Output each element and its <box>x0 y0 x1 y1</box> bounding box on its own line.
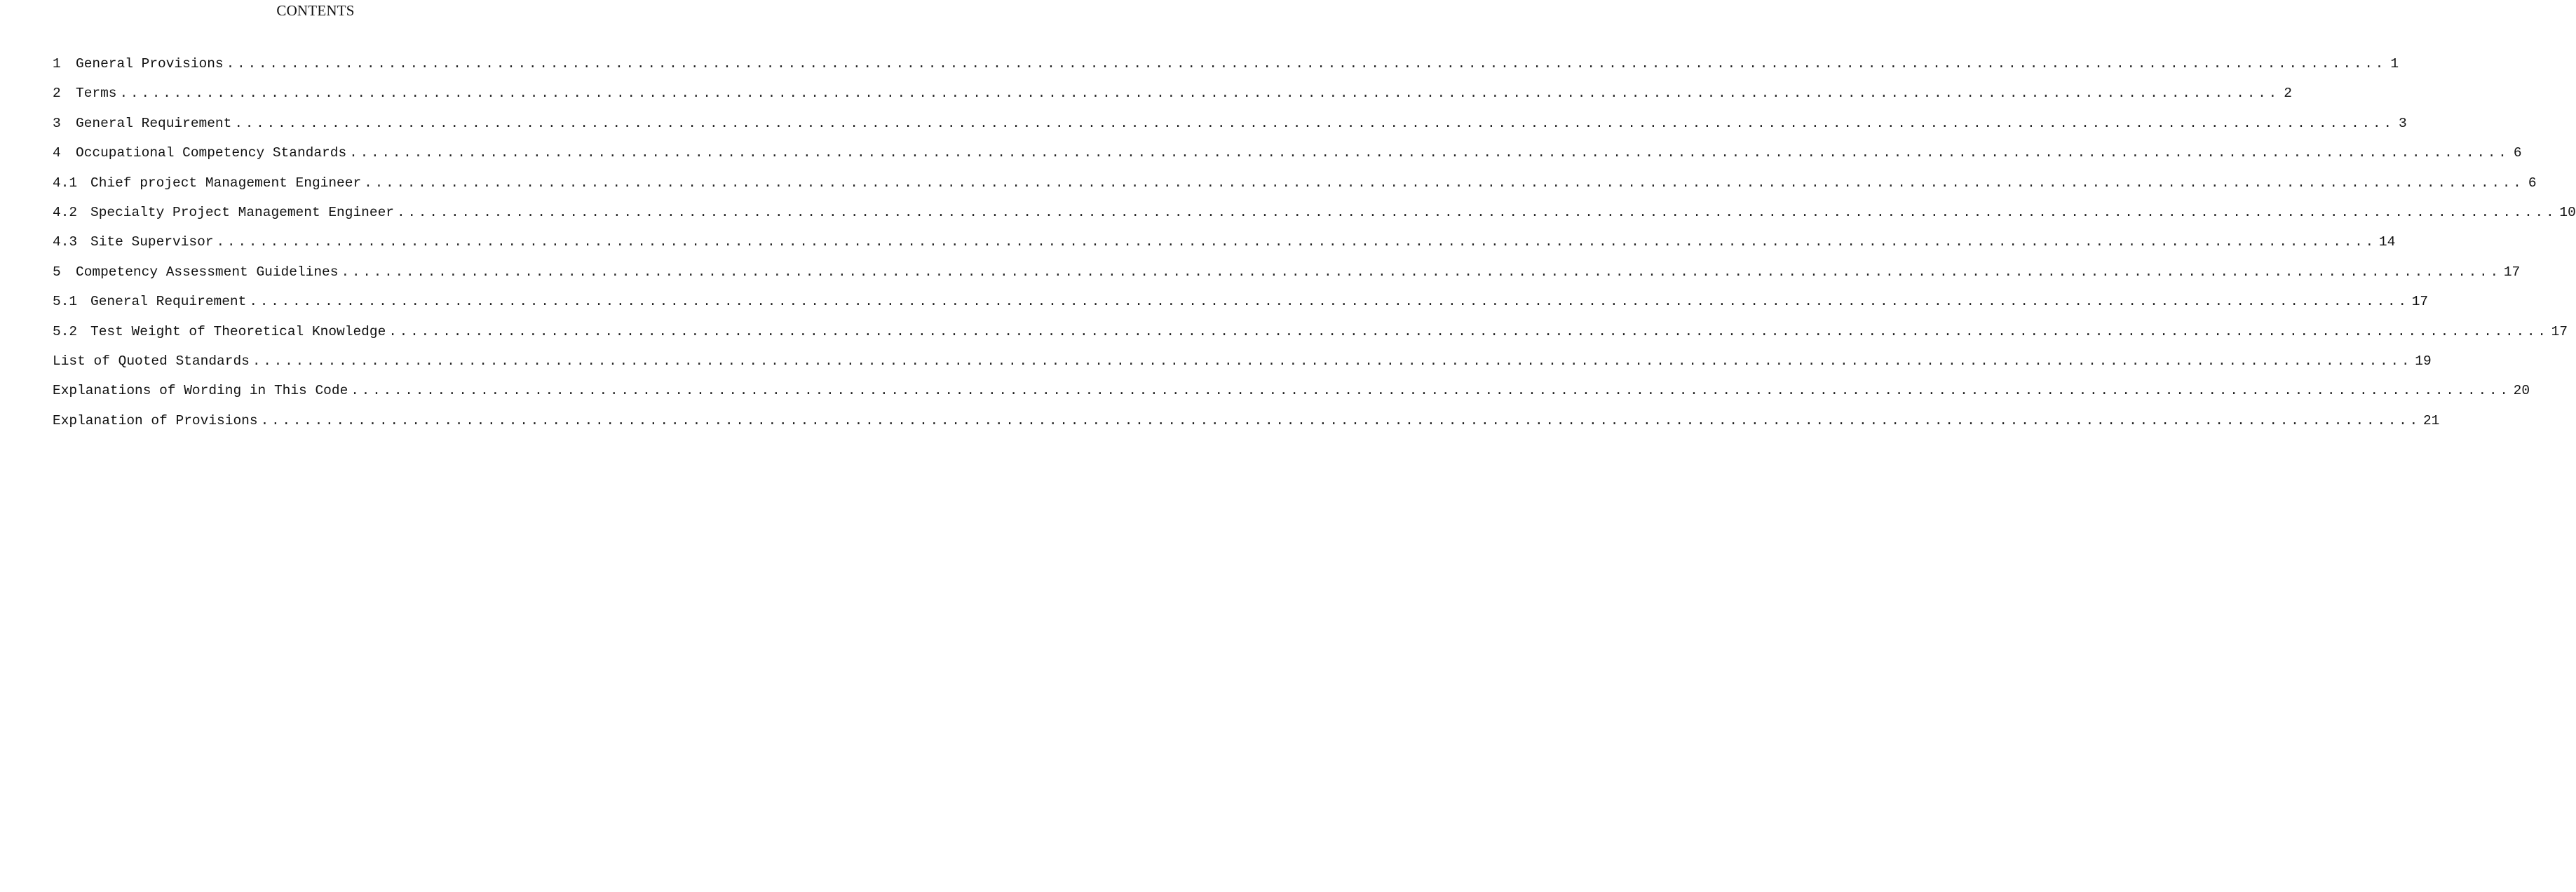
toc-dot-leader: ........................................................................................................................................................................................................ <box>396 204 2557 220</box>
toc-entry-title: Chief project Management Engineer <box>90 175 362 191</box>
toc-dot-leader: ........................................................................................................................................................................................................ <box>260 412 2420 428</box>
toc-entry-title: General Provisions <box>76 56 224 72</box>
toc-entry-page: 1 <box>2390 56 2399 72</box>
toc-entry-number: 3 <box>53 115 61 131</box>
toc-entry-page: 3 <box>2399 115 2407 131</box>
toc-entry-title: Explanation of Provisions <box>53 412 258 428</box>
toc-dot-leader: ........................................................................................................................................................................................................ <box>341 264 2501 280</box>
toc-dot-leader: ........................................................................................................................................................................................................ <box>364 175 2524 191</box>
toc-dot-leader: ........................................................................................................................................................................................................ <box>388 323 2549 339</box>
toc-entry[interactable] <box>53 112 2407 142</box>
toc-entry-title: General Requirement <box>90 294 247 310</box>
toc-dot-leader: ........................................................................................................................................................................................................ <box>351 383 2511 399</box>
toc-entry-number: 4.3 <box>53 234 78 250</box>
toc-entry[interactable] <box>53 379 2530 409</box>
toc-entry-number: 2 <box>53 86 61 102</box>
toc-entry[interactable] <box>53 320 2568 350</box>
toc-entry[interactable] <box>53 261 2521 290</box>
toc-entry-title: Explanations of Wording in This Code <box>53 383 348 399</box>
toc-entry[interactable] <box>53 350 2432 379</box>
toc-entry-title: General Requirement <box>76 115 232 131</box>
toc-entry-page: 19 <box>2415 353 2432 369</box>
toc-entry-title: Occupational Competency Standards <box>76 145 347 161</box>
toc-dot-leader: ........................................................................................................................................................................................................ <box>349 145 2509 161</box>
toc-entry-title: Site Supervisor <box>90 234 214 250</box>
toc-entry-page: 21 <box>2422 412 2440 428</box>
toc-entry-number: 5.2 <box>53 323 78 339</box>
page-title: CONTENTS <box>276 2 355 19</box>
toc-dot-leader: ........................................................................................................................................................................................................ <box>226 56 2387 72</box>
toc-entry-page: 17 <box>2503 264 2521 280</box>
toc-dot-leader: ........................................................................................................................................................................................................ <box>252 353 2413 369</box>
toc-entry-page: 10 <box>2559 204 2576 220</box>
toc-entry-title: Terms <box>76 86 117 102</box>
toc-entry[interactable] <box>53 53 2399 82</box>
toc-entry-page: 17 <box>2411 294 2429 310</box>
toc-entry-page: 2 <box>2284 86 2292 102</box>
toc-entry[interactable] <box>53 172 2537 201</box>
table-of-contents <box>53 53 2576 439</box>
toc-entry-title: List of Quoted Standards <box>53 353 250 369</box>
toc-entry-number: 4 <box>53 145 61 161</box>
toc-entry-number: 4.1 <box>53 175 78 191</box>
toc-entry-number: 5.1 <box>53 294 78 310</box>
toc-entry-page: 6 <box>2513 145 2522 161</box>
toc-entry-page: 14 <box>2378 234 2396 250</box>
toc-entry-page: 17 <box>2551 323 2568 339</box>
toc-entry[interactable] <box>53 231 2396 260</box>
toc-entry-number: 5 <box>53 264 61 280</box>
toc-entry-title: Competency Assessment Guidelines <box>76 264 339 280</box>
toc-entry-title: Test Weight of Theoretical Knowledge <box>90 323 386 339</box>
toc-entry-title: Specialty Project Management Engineer <box>90 204 394 220</box>
toc-entry-number: 1 <box>53 56 61 72</box>
toc-entry[interactable] <box>53 201 2576 231</box>
toc-entry-page: 20 <box>2513 383 2530 399</box>
toc-entry-number: 4.2 <box>53 204 78 220</box>
toc-entry[interactable] <box>53 410 2440 439</box>
toc-entry-page: 6 <box>2528 175 2537 191</box>
toc-entry[interactable] <box>53 142 2522 171</box>
toc-dot-leader: ........................................................................................................................................................................................................ <box>234 115 2394 131</box>
toc-dot-leader: ........................................................................................................................................................................................................ <box>249 294 2409 310</box>
toc-entry[interactable] <box>53 290 2429 320</box>
toc-dot-leader: ........................................................................................................................................................................................................ <box>216 234 2376 250</box>
toc-entry[interactable] <box>53 82 2292 112</box>
toc-dot-leader: ........................................................................................................................................................................................................ <box>119 86 2279 102</box>
